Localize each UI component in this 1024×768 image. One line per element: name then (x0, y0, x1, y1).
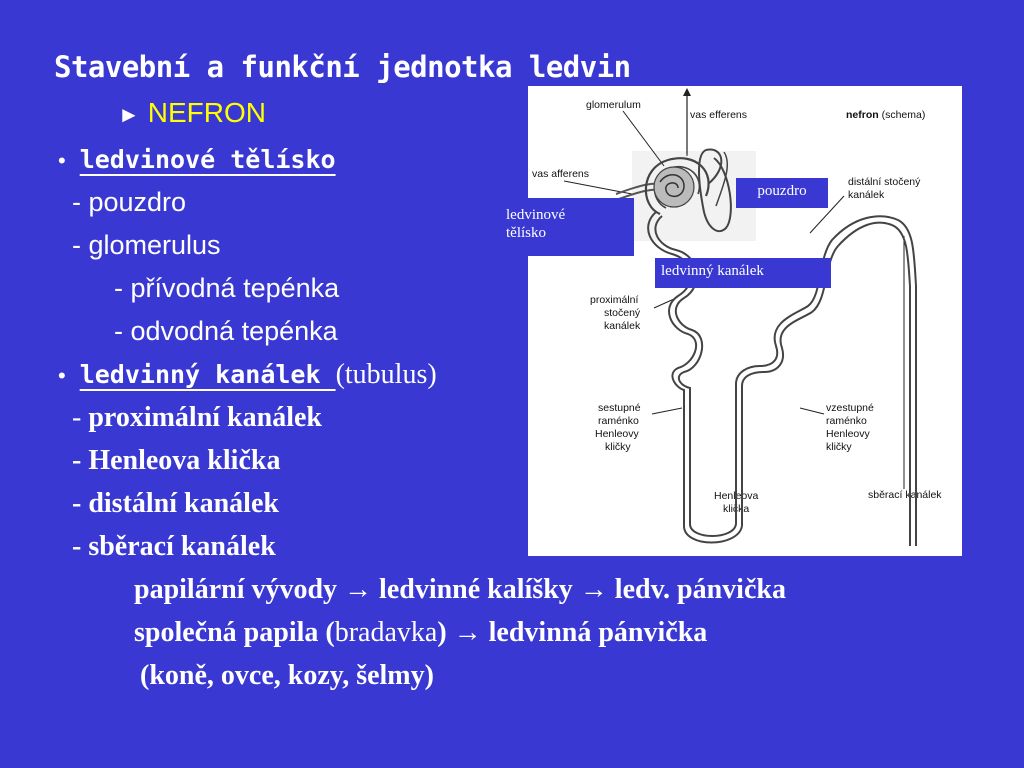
label-prox-3: kanálek (604, 320, 641, 332)
label-sest-4: kličky (605, 441, 631, 453)
sub-item-proximalni-kanalek (72, 402, 322, 434)
bullet-heading-ledvinove-telisko: ledvinové tělísko (79, 145, 336, 174)
telisko-line-2: tělísko (506, 225, 546, 241)
glomerulus-ball (654, 167, 694, 207)
label-vas-efferens: vas efferens (690, 109, 748, 121)
vas-efferens-arrowhead-icon (683, 88, 691, 96)
label-distal-2: kanálek (848, 189, 885, 201)
label-distal-1: distální stočený (848, 176, 921, 188)
common-papilla-text-a: společná papila ( (134, 617, 335, 648)
dash: - (72, 402, 89, 433)
slide-title: Stavební a funkční jednotka ledvin (54, 50, 631, 84)
common-papilla-text-b: bradavka (334, 617, 438, 648)
nefron-word: NEFRON (147, 97, 267, 128)
bullet-item-ledvinny-kanalek (58, 359, 437, 391)
sub-item-odvodna-tepenka: - odvodná tepénka (114, 316, 338, 346)
sub-item-glomerulus: - glomerulus (72, 230, 221, 260)
telisko-line-1: ledvinové (506, 207, 566, 223)
sub-item-privodna-tepenka: - přívodná tepénka (114, 273, 340, 303)
label-sberaci-kanalek: sběrací kanálek (868, 489, 942, 501)
label-sest-1: sestupné (598, 402, 641, 414)
nefron-line (118, 97, 266, 129)
pointer-arrow-icon: ► (118, 102, 140, 127)
animals-line: (koně, ovce, kozy, šelmy) (140, 660, 434, 691)
label-glomerulum: glomerulum (586, 99, 641, 111)
bullet-dot: • (58, 148, 66, 173)
label-vas-afferens: vas afferens (532, 168, 590, 180)
papillary-ducts-line: papilární vývody → ledvinné kalíšky → ledv. pánvička (134, 574, 786, 605)
sub-item-pouzdro: - pouzdro (72, 187, 187, 217)
sub-item-henleova-klicka: - Henleova klička (72, 445, 281, 476)
nephron-schema-svg (528, 86, 962, 556)
bullet-heading-ledvinny-kanalek: ledvinný kanálek (79, 360, 336, 389)
bullet-item-ledvinove-telisko (58, 145, 336, 174)
common-papilla-text-c: ) → ledvinná pánvička (437, 617, 708, 648)
label-vzest-4: kličky (826, 441, 852, 453)
bullet-dot: • (58, 363, 66, 388)
sub-item-sberaci-kanalek: - sběrací kanálek (72, 531, 276, 562)
label-schema: (schema) (878, 109, 926, 121)
label-henle-1: Henleova (714, 490, 759, 502)
label-nefron-bold: nefron (846, 109, 879, 121)
label-vzest-1: vzestupné (826, 402, 874, 414)
label-sest-3: Henleovy (595, 428, 639, 440)
label-vzest-2: raménko (826, 415, 867, 427)
label-prox-1: proximální (590, 294, 639, 306)
leader-sestupne (652, 408, 682, 414)
nephron-diagram (506, 86, 962, 556)
proximalni-kanalek-text: proximální kanálek (88, 402, 322, 433)
label-nefron-schema (846, 109, 925, 121)
label-henle-2: klička (723, 503, 750, 515)
ledvinny-kanalek-label: ledvinný kanálek (655, 258, 831, 288)
pouzdro-label: pouzdro (736, 178, 828, 208)
sub-item-distalni-kanalek: - distální kanálek (72, 488, 279, 519)
common-papilla-line (134, 617, 707, 649)
label-prox-2: stočený (604, 307, 641, 319)
leader-vzestupne (800, 408, 824, 414)
label-vzest-3: Henleovy (826, 428, 870, 440)
label-sest-2: raménko (598, 415, 639, 427)
tubulus-note: (tubulus) (335, 359, 437, 390)
ledvinove-telisko-label (500, 198, 634, 256)
